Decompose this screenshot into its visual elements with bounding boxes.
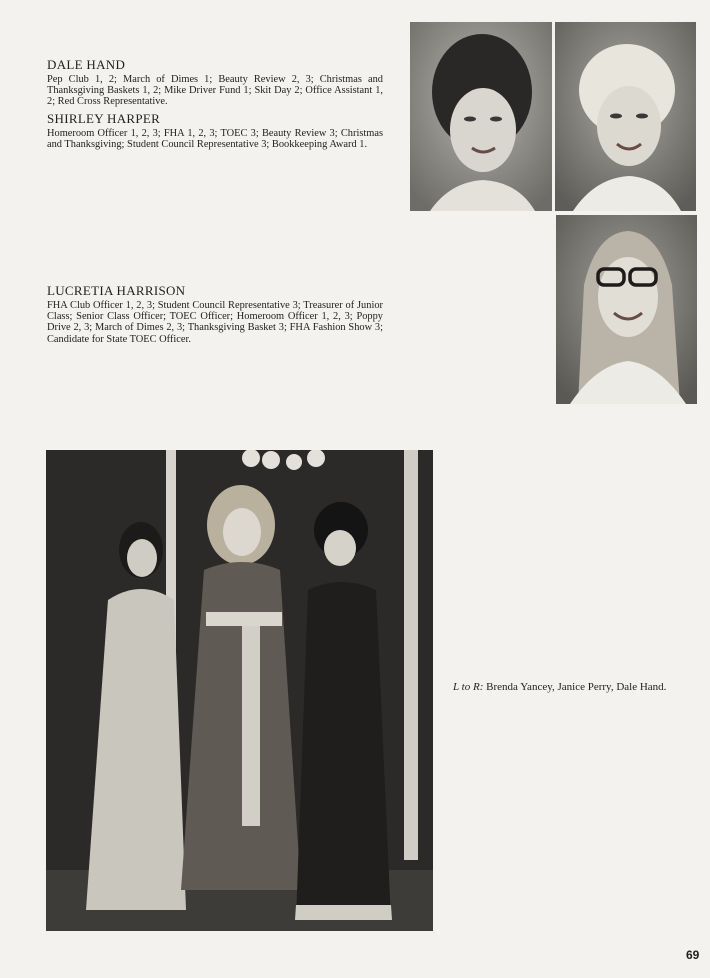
entry-activities: Homeroom Officer 1, 2, 3; FHA 1, 2, 3; TOEC 3; Beauty Review 3; Christmas and Thanksgiving; Student Council Representative 3; Bookkeeping Award 1. (47, 128, 383, 151)
caption-prefix: L to R: (453, 681, 484, 693)
portrait-dale-hand (410, 22, 552, 211)
portrait-shirley-harper (555, 22, 696, 211)
entry-dale-hand (47, 57, 383, 108)
entry-shirley-harper (47, 111, 383, 150)
page-number: 69 (686, 948, 700, 962)
entry-lucretia-harrison (47, 283, 383, 345)
entry-activities: FHA Club Officer 1, 2, 3; Student Council Representative 3; Treasurer of Junior Class; Senior Class Officer; TOEC Officer; Homeroom Officer 1, 2, 3; Poppy Drive 2, 3; March of Dimes 2, 3; Thanksgiving Basket 3; FHA Fashion Show 3; Candidate for State TOEC Officer. (47, 300, 383, 345)
entry-activities: Pep Club 1, 2; March of Dimes 1; Beauty Review 2, 3; Christmas and Thanksgiving Baskets 1, 2; Mike Driver Fund 1; Skit Day 2; Office Assistant 1, 2; Red Cross Representative. (47, 74, 383, 108)
portrait-lucretia-harrison (556, 215, 697, 404)
entry-name: LUCRETIA HARRISON (47, 283, 186, 298)
entry-name: SHIRLEY HARPER (47, 111, 161, 126)
entry-name: DALE HAND (47, 57, 126, 72)
photo-caption (453, 681, 666, 693)
group-photo (46, 450, 433, 931)
caption-names: Brenda Yancey, Janice Perry, Dale Hand. (486, 681, 667, 693)
